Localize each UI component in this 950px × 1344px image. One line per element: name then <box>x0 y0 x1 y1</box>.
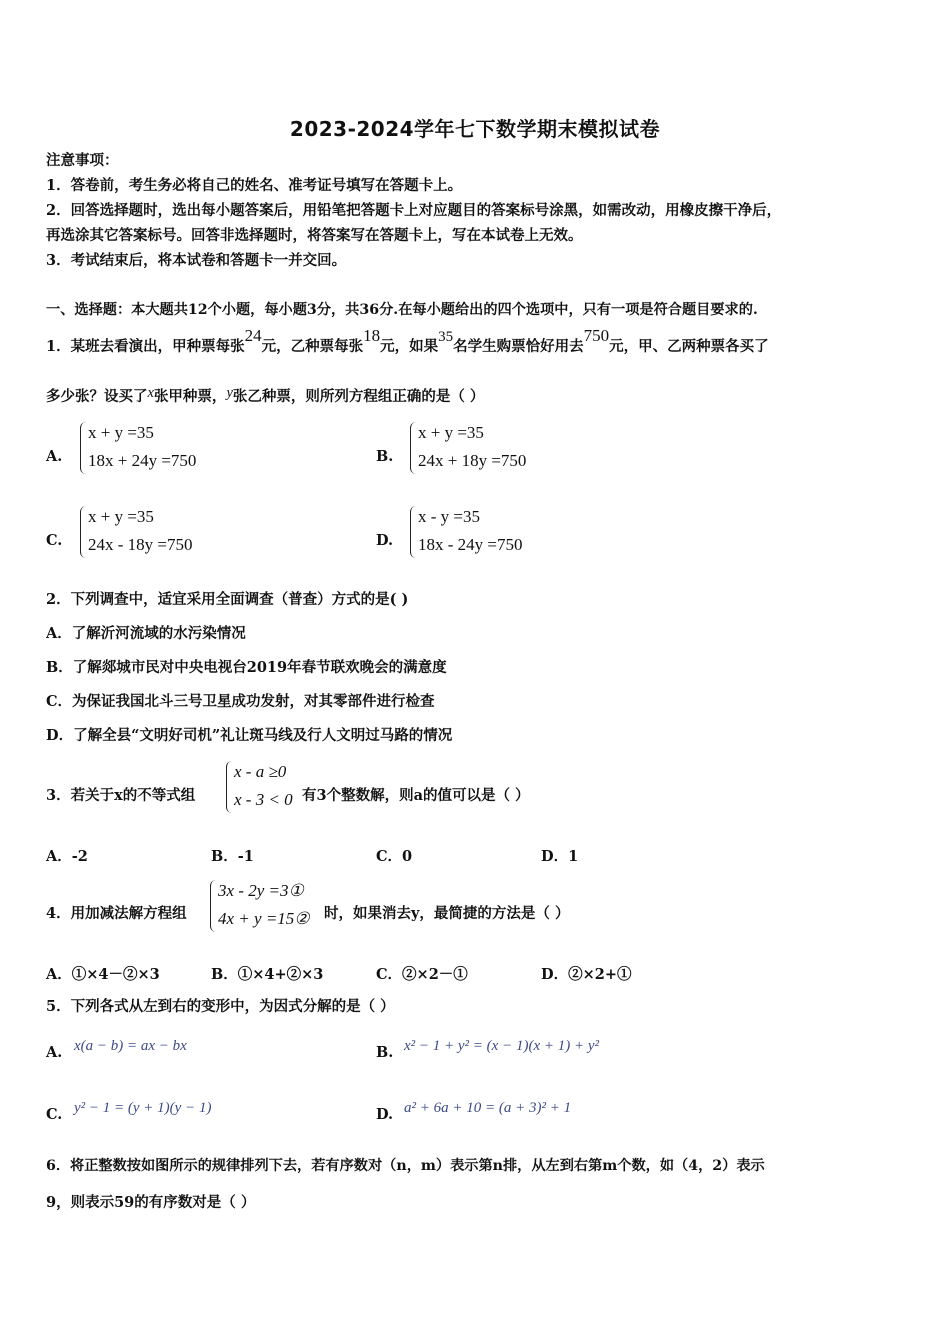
notice-item: 2．回答选择题时，选出每小题答案后，用铅笔把答题卡上对应题目的答案标号涂黑，如需改动，用橡皮擦干净后， <box>46 202 782 219</box>
question-5-option-b-expr: x² − 1 + y² = (x − 1)(x + 1) + y² <box>404 1038 599 1054</box>
brace-icon <box>80 506 87 558</box>
notice-item: 再选涂其它答案标号。回答非选择题时，将答案写在答题卡上，写在本试卷上无效。 <box>46 227 583 244</box>
question-3-stem-post: 有3个整数解，则a的值可以是（ ） <box>302 787 530 804</box>
page-title: 2023-2024学年七下数学期末模拟试卷 <box>289 117 661 141</box>
question-5-option-c-expr: y² − 1 = (y + 1)(y − 1) <box>74 1100 212 1116</box>
brace-icon <box>80 422 87 474</box>
brace-icon <box>210 880 217 932</box>
equation-system-d: x - y =35 18x - 24y =750 <box>418 507 523 554</box>
section-heading: 一、选择题：本大题共12个小题，每小题3分，共36分.在每小题给出的四个选项中，只有一项是符合题目要求的. <box>46 302 758 318</box>
equation-system-b: x + y =35 24x + 18y =750 <box>418 423 527 470</box>
notice-item: 1．答卷前，考生务必将自己的姓名、准考证号填写在答题卡上。 <box>46 177 463 194</box>
question-3-option-c[interactable]: C．0 <box>376 848 413 865</box>
question-3-option-b[interactable]: B．-1 <box>211 848 254 865</box>
question-4-option-b[interactable]: B．①×4+②×3 <box>211 966 324 983</box>
option-a-label[interactable]: A. <box>46 448 63 465</box>
brace-icon <box>410 422 417 474</box>
question-5-option-a-expr: x(a − b) = ax − bx <box>74 1038 187 1054</box>
brace-icon <box>226 761 233 813</box>
equation-system-a: x + y =35 18x + 24y =750 <box>88 423 197 470</box>
brace-icon <box>410 506 417 558</box>
question-4-stem-pre: 4．用加减法解方程组 <box>46 905 187 922</box>
question-2-stem: 2．下列调查中，适宜采用全面调查（普查）方式的是( ) <box>46 591 409 608</box>
question-2-option-d[interactable]: D．了解全县“文明好司机”礼让斑马线及行人文明过马路的情况 <box>46 727 453 744</box>
option-d-label[interactable]: D. <box>376 532 394 549</box>
question-5-stem: 5．下列各式从左到右的变形中，为因式分解的是（ ） <box>46 998 395 1015</box>
question-5-option-a-label[interactable]: A. <box>46 1044 63 1061</box>
question-2-option-b[interactable]: B．了解郯城市民对中央电视台2019年春节联欢晚会的满意度 <box>46 659 447 676</box>
option-c-label[interactable]: C. <box>46 532 63 549</box>
notice-item: 3．考试结束后，将本试卷和答题卡一并交回。 <box>46 252 347 269</box>
question-4-option-d[interactable]: D．②×2+① <box>541 966 632 983</box>
question-3-stem-pre: 3．若关于x的不等式组 <box>46 787 196 804</box>
question-6-stem-line2: 9，则表示59的有序数对是（ ） <box>46 1194 256 1211</box>
question-5-option-d-label[interactable]: D. <box>376 1106 394 1123</box>
question-4-option-a[interactable]: A．①×4－②×3 <box>46 966 160 983</box>
question-5-option-d-expr: a² + 6a + 10 = (a + 3)² + 1 <box>404 1100 572 1116</box>
question-6-stem: 6．将正整数按如图所示的规律排列下去，若有序数对（n，m）表示第n排，从左到右第m个数，如（4，2）表示 <box>46 1158 765 1174</box>
equation-system-c: x + y =35 24x - 18y =750 <box>88 507 193 554</box>
question-2-option-c[interactable]: C．为保证我国北斗三号卫星成功发射，对其零部件进行检查 <box>46 693 435 710</box>
equation-system-q4: 3x - 2y =3① 4x + y =15② <box>218 881 310 928</box>
question-1-stem: 1．某班去看演出，甲种票每张24元，乙种票每张18元，如果35名学生购票恰好用去750元，甲、乙两种票各买了 <box>46 326 769 355</box>
question-2-option-a[interactable]: A．了解沂河流域的水污染情况 <box>46 625 246 642</box>
option-b-label[interactable]: B. <box>376 448 394 465</box>
question-5-option-c-label[interactable]: C. <box>46 1106 63 1123</box>
question-1-stem-line2: 多少张？设买了x张甲种票，y张乙种票，则所列方程组正确的是（ ） <box>46 385 485 405</box>
inequality-system: x - a ≥0 x - 3 < 0 <box>234 762 293 809</box>
question-3-option-d[interactable]: D．1 <box>541 848 579 865</box>
question-4-stem-post: 时，如果消去y，最简捷的方法是（ ） <box>324 905 570 922</box>
question-5-option-b-label[interactable]: B. <box>376 1044 394 1061</box>
question-3-option-a[interactable]: A．-2 <box>46 848 88 865</box>
notice-heading: 注意事项： <box>46 152 119 169</box>
question-4-option-c[interactable]: C．②×2－① <box>376 966 468 983</box>
